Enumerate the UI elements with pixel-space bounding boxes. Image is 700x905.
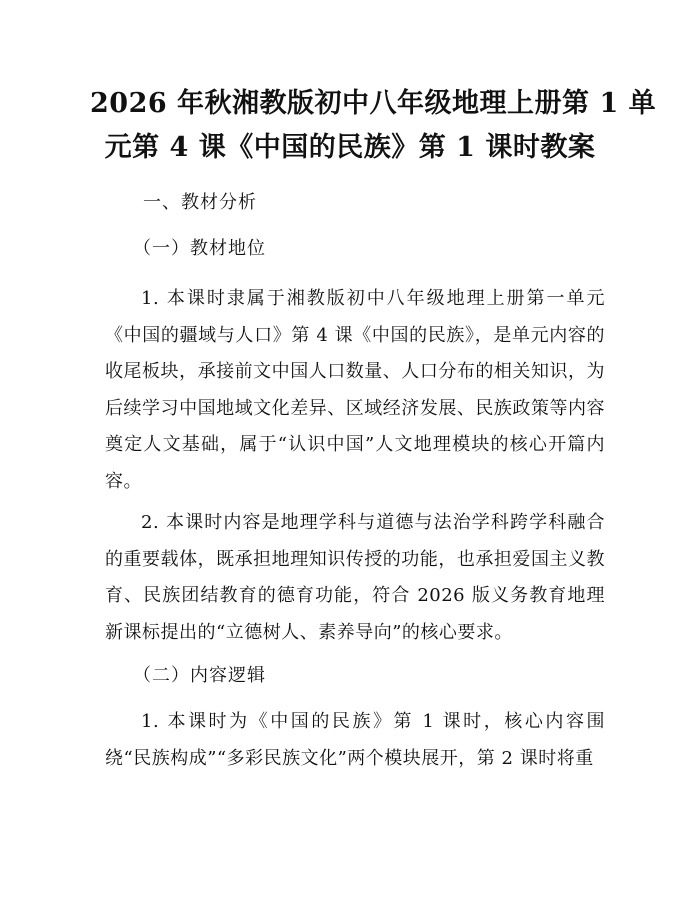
document-title-line-2: 元第 4 课《中国的民族》第 1 课时教案 (104, 132, 596, 163)
subsection-heading-textbook-position: （一）教材地位 (133, 238, 266, 259)
paragraph-logic-1: 1. 本课时为《中国的民族》第 1 课时，核心内容围绕“民族构成”“多彩民族文化”两个模块展开，第 2 课时将重 (105, 711, 605, 769)
subsection-heading-content-logic: （二）内容逻辑 (133, 665, 266, 686)
section-heading-textbook-analysis: 一、教材分析 (143, 192, 257, 213)
document-title-line-1: 2026 年秋湘教版初中八年级地理上册第 1 单 (90, 88, 657, 119)
paragraph-position-1: 1. 本课时隶属于湘教版初中八年级地理上册第一单元《中国的疆域与人口》第 4 课《中国的民族》，是单元内容的收尾板块，承接前文中国人口数量、人口分布的相关知识，为后续学习中国地域文化差异、区域经济发展、民族政策等内容奠定人文基础，属于“认识中国”人文地理模块的核心开篇内容。 (105, 288, 605, 492)
paragraph-position-2: 2. 本课时内容是地理学科与道德与法治学科跨学科融合的重要载体，既承担地理知识传授的功能，也承担爱国主义教育、民族团结教育的德育功能，符合 2026 版义务教育地理新课标提出的“立德树人、素养导向”的核心要求。 (105, 512, 605, 643)
